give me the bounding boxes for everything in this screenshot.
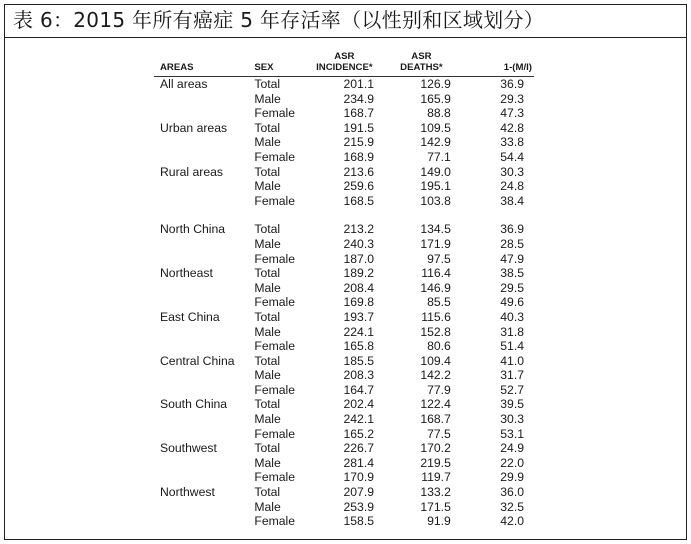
table-row [154, 339, 534, 354]
area-cell: Northeast [160, 266, 213, 281]
deaths-cell: 119.7 [421, 470, 451, 485]
ratio-cell: 24.8 [500, 179, 524, 194]
deaths-cell: 170.2 [420, 441, 451, 456]
incidence-cell: 170.9 [343, 470, 374, 485]
table-row [154, 252, 534, 267]
table-row [154, 194, 534, 209]
incidence-cell: 281.4 [343, 455, 374, 470]
area-cell [154, 252, 254, 267]
table-row [154, 310, 534, 325]
table-row [154, 514, 534, 529]
ratio-cell: 22.0 [500, 455, 524, 470]
incidence-cell: 202.4 [343, 397, 374, 412]
table-row [154, 106, 534, 121]
incidence-cell: 215.9 [343, 135, 374, 150]
deaths-cell: 146.9 [420, 280, 451, 295]
incidence-cell: 185.5 [343, 353, 374, 368]
area-cell [154, 150, 254, 165]
incidence-cell: 158.5 [343, 514, 374, 529]
area-cell: North China [160, 222, 226, 237]
sex-cell: Female [254, 251, 296, 266]
sex-cell: Male [254, 236, 281, 251]
group-spacer [154, 208, 534, 222]
deaths-cell: 103.8 [420, 193, 451, 208]
table-row [154, 441, 534, 456]
header-asr-incidence [315, 45, 374, 77]
ratio-cell: 47.9 [500, 251, 524, 266]
deaths-cell: 115.6 [421, 309, 451, 324]
deaths-cell: 149.0 [420, 164, 451, 179]
table-row [154, 412, 534, 427]
incidence-cell: 165.2 [343, 426, 374, 441]
sex-cell: Male [254, 280, 281, 295]
area-cell [154, 106, 254, 121]
deaths-cell: 77.9 [427, 382, 451, 397]
area-cell [154, 368, 254, 383]
table-row [154, 179, 534, 194]
deaths-cell: 219.5 [420, 455, 451, 470]
incidence-cell: 226.7 [343, 441, 374, 456]
deaths-cell: 77.5 [427, 426, 451, 441]
area-cell [154, 500, 254, 515]
area-cell [154, 383, 254, 398]
sex-cell: Total [254, 120, 281, 135]
deaths-cell: 109.5 [420, 120, 451, 135]
ratio-cell: 24.9 [500, 441, 524, 456]
sex-cell: Female [254, 426, 296, 441]
sex-cell: Female [254, 339, 296, 354]
sex-cell: Male [254, 412, 281, 427]
area-cell [154, 456, 254, 471]
table-row [154, 456, 534, 471]
incidence-cell: 193.7 [343, 309, 374, 324]
area-cell [154, 135, 254, 150]
sex-cell: Male [254, 455, 281, 470]
header-asr-deaths-line2: DEATHS* [400, 61, 443, 73]
ratio-cell: 53.1 [500, 426, 524, 441]
table-row [154, 266, 534, 281]
header-ratio: 1-(M/I) [469, 45, 534, 77]
deaths-cell: 97.5 [427, 251, 451, 266]
area-cell [154, 179, 254, 194]
incidence-cell: 189.2 [343, 266, 374, 281]
ratio-cell: 28.5 [500, 236, 524, 251]
sex-cell: Male [254, 499, 281, 514]
table-row [154, 135, 534, 150]
incidence-cell: 253.9 [343, 499, 374, 514]
incidence-cell: 208.3 [343, 368, 374, 383]
ratio-cell: 47.3 [500, 106, 524, 121]
header-row [154, 45, 534, 77]
ratio-cell: 30.3 [500, 412, 524, 427]
ratio-cell: 36.9 [500, 77, 524, 91]
deaths-cell: 122.4 [420, 397, 451, 412]
area-cell: Southwest [160, 441, 217, 456]
incidence-cell: 213.2 [343, 222, 374, 237]
sex-cell: Female [254, 295, 296, 310]
ratio-cell: 38.4 [500, 193, 524, 208]
table-row [154, 354, 534, 369]
sex-cell: Total [254, 309, 281, 324]
incidence-cell: 259.6 [343, 179, 374, 194]
deaths-cell: 165.9 [420, 91, 451, 106]
deaths-cell: 171.5 [420, 499, 451, 514]
sex-cell: Total [254, 485, 281, 500]
deaths-cell: 142.9 [420, 135, 451, 150]
ratio-cell: 36.0 [500, 485, 524, 500]
table-row [154, 470, 534, 485]
incidence-cell: 168.7 [343, 106, 374, 121]
header-asr-incidence-line2: INCIDENCE* [316, 61, 373, 73]
incidence-cell: 164.7 [343, 382, 374, 397]
sex-cell: Male [254, 135, 281, 150]
table-row [154, 383, 534, 398]
sex-cell: Female [254, 149, 296, 164]
sex-cell: Total [254, 441, 281, 456]
ratio-cell: 42.8 [500, 120, 524, 135]
ratio-cell: 54.4 [500, 149, 524, 164]
ratio-cell: 41.0 [500, 353, 524, 368]
deaths-cell: 168.7 [420, 412, 451, 427]
table-row [154, 485, 534, 500]
sex-cell: Male [254, 368, 281, 383]
deaths-cell: 133.2 [420, 485, 451, 500]
area-cell: East China [160, 309, 220, 324]
area-cell: Northwest [160, 485, 215, 500]
area-cell [154, 281, 254, 296]
table-row [154, 500, 534, 515]
ratio-cell: 51.4 [500, 339, 524, 354]
incidence-cell: 165.8 [343, 339, 374, 354]
deaths-cell: 80.6 [427, 339, 451, 354]
table-row [154, 295, 534, 310]
table-row [154, 92, 534, 107]
incidence-cell: 169.8 [343, 295, 374, 310]
sex-cell: Female [254, 470, 296, 485]
header-areas: AREAS [154, 45, 254, 77]
deaths-cell: 109.4 [420, 353, 451, 368]
table-row [154, 237, 534, 252]
page-title: 表 6：2015 年所有癌症 5 年存活率（以性别和区域划分） [13, 8, 545, 32]
area-cell [154, 470, 254, 485]
ratio-cell: 31.7 [500, 368, 524, 383]
ratio-cell: 29.3 [500, 91, 524, 106]
sex-cell: Total [254, 222, 281, 237]
ratio-cell: 33.8 [500, 135, 524, 150]
table-row [154, 281, 534, 296]
ratio-cell: 36.9 [500, 222, 524, 237]
ratio-cell: 30.3 [500, 164, 524, 179]
table-row [154, 150, 534, 165]
ratio-cell: 29.9 [500, 470, 524, 485]
area-cell [154, 339, 254, 354]
incidence-cell: 224.1 [343, 324, 374, 339]
sex-cell: Female [254, 106, 296, 121]
ratio-cell: 49.6 [500, 295, 524, 310]
area-cell [154, 237, 254, 252]
ratio-cell: 31.8 [500, 324, 524, 339]
sex-cell: Male [254, 179, 281, 194]
table-row [154, 77, 534, 92]
deaths-cell: 152.8 [420, 324, 451, 339]
deaths-cell: 116.4 [421, 266, 451, 281]
spacer-cell [154, 208, 534, 222]
incidence-cell: 207.9 [343, 485, 374, 500]
ratio-cell: 38.5 [500, 266, 524, 281]
table-row [154, 121, 534, 136]
sex-cell: Total [254, 77, 281, 91]
ratio-cell: 52.7 [500, 382, 524, 397]
area-cell: Central China [160, 353, 235, 368]
header-asr-deaths [374, 45, 469, 77]
table-row [154, 165, 534, 180]
sex-cell: Total [254, 164, 281, 179]
area-cell [154, 412, 254, 427]
ratio-cell: 40.3 [500, 309, 524, 324]
deaths-cell: 142.2 [420, 368, 451, 383]
sex-cell: Female [254, 382, 296, 397]
area-cell [154, 514, 254, 529]
header-sex: SEX [254, 45, 314, 77]
sex-cell: Total [254, 353, 281, 368]
header-asr-incidence-line1: ASR [334, 51, 355, 62]
sex-cell: Female [254, 514, 296, 529]
sex-cell: Total [254, 397, 281, 412]
incidence-cell: 191.5 [343, 120, 374, 135]
deaths-cell: 195.1 [420, 179, 451, 194]
deaths-cell: 77.1 [427, 149, 451, 164]
area-cell: Rural areas [160, 164, 223, 179]
ratio-cell: 39.5 [500, 397, 524, 412]
area-cell: South China [160, 397, 228, 412]
deaths-cell: 85.5 [427, 295, 451, 310]
area-cell [154, 325, 254, 340]
survival-table [154, 45, 534, 529]
table-row [154, 427, 534, 442]
sex-cell: Male [254, 324, 281, 339]
deaths-cell: 88.8 [427, 106, 451, 121]
table-body [154, 77, 534, 529]
incidence-cell: 242.1 [343, 412, 374, 427]
ratio-cell: 42.0 [500, 514, 524, 529]
deaths-cell: 171.9 [420, 236, 451, 251]
incidence-cell: 234.9 [343, 91, 374, 106]
incidence-cell: 213.6 [343, 164, 374, 179]
deaths-cell: 91.9 [427, 514, 451, 529]
area-cell [154, 194, 254, 209]
table-row [154, 222, 534, 237]
incidence-cell: 168.5 [343, 193, 374, 208]
incidence-cell: 240.3 [343, 236, 374, 251]
area-cell: Urban areas [160, 120, 228, 135]
header-asr-deaths-line1: ASR [411, 51, 432, 62]
incidence-cell: 187.0 [343, 251, 374, 266]
area-cell [154, 427, 254, 442]
deaths-cell: 126.9 [420, 77, 451, 91]
sex-cell: Total [254, 266, 281, 281]
sex-cell: Male [254, 91, 281, 106]
ratio-cell: 32.5 [500, 499, 524, 514]
incidence-cell: 168.9 [343, 149, 374, 164]
incidence-cell: 201.1 [343, 77, 374, 91]
area-cell: All areas [160, 77, 208, 91]
table-row [154, 397, 534, 412]
area-cell [154, 295, 254, 310]
title-divider [4, 37, 687, 38]
table-row [154, 325, 534, 340]
deaths-cell: 134.5 [420, 222, 451, 237]
sex-cell: Female [254, 193, 296, 208]
area-cell [154, 92, 254, 107]
ratio-cell: 29.5 [500, 280, 524, 295]
incidence-cell: 208.4 [343, 280, 374, 295]
table-row [154, 368, 534, 383]
